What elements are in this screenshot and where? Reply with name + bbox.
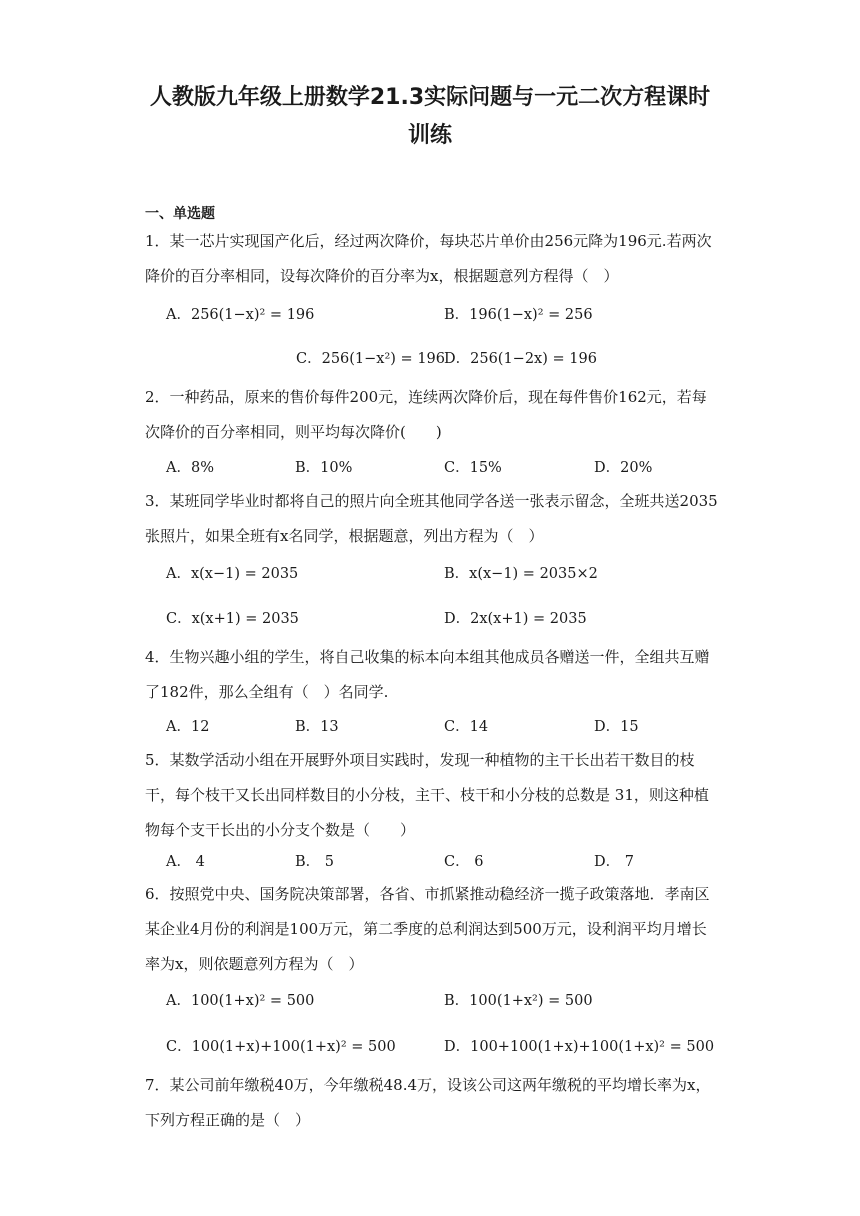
- question-4-option-d: D．15: [594, 719, 639, 735]
- question-1-stem: 1．某一芯片实现国产化后，经过两次降价，每块芯片单价由256元降为196元.若两次降价的百分率相同，设每次降价的百分率为x，根据题意列方程得（ ）: [145, 232, 712, 285]
- question-7-stem: 7．某公司前年缴税40万，今年缴税48.4万，设该公司这两年缴税的平均增长率为x，下列方程正确的是（ ）: [145, 1076, 711, 1129]
- page-title-continued: 训练: [407, 123, 452, 148]
- page-title: 人教版九年级上册数学21.3实际问题与一元二次方程课时: [149, 85, 711, 110]
- question-4-option-a: A．12: [166, 719, 210, 735]
- question-6-option-d: D．100+100(1+x)+100(1+x)² = 500: [444, 1039, 715, 1055]
- question-5-option-b: B． 5: [295, 854, 334, 870]
- question-4-option-b: B．13: [295, 719, 339, 735]
- question-2-stem: 2．一种药品，原来的售价每件200元，连续两次降价后，现在每件售价162元，若每次降价的百分率相同，则平均每次降价( ): [145, 388, 707, 441]
- question-4-stem: 4．生物兴趣小组的学生，将自己收集的标本向本组其他成员各赠送一件，全组共互赠了182件，那么全组有（ ）名同学.: [145, 648, 710, 701]
- question-6-option-a: A．100(1+x)² = 500: [166, 993, 315, 1009]
- question-5-option-d: D． 7: [594, 854, 634, 870]
- question-3-stem: 3．某班同学毕业时都将自己的照片向全班其他同学各送一张表示留念，全班共送2035张照片，如果全班有x名同学，根据题意，列出方程为（ ）: [145, 492, 718, 545]
- question-1-option-d: D．256(1−2x) = 196: [444, 351, 597, 367]
- question-6-stem: 6．按照党中央、国务院决策部署，各省、市抓紧推动稳经济一揽子政策落地．孝南区某企业4月份的利润是100万元，第二季度的总利润达到500万元，设利润平均月增长率为x，则依题意列方程为（ ）: [145, 885, 710, 973]
- question-5-option-a: A． 4: [166, 854, 205, 870]
- question-3-option-c: C．x(x+1) = 2035: [166, 611, 299, 627]
- question-5-option-c: C． 6: [444, 854, 484, 870]
- question-2-option-b: B．10%: [295, 460, 353, 476]
- question-6-option-c: C．100(1+x)+100(1+x)² = 500: [166, 1039, 396, 1055]
- question-4-option-c: C．14: [444, 719, 489, 735]
- section-heading: 一、单选题: [145, 206, 215, 222]
- question-6-option-b: B．100(1+x²) = 500: [444, 993, 593, 1009]
- question-5-stem: 5．某数学活动小组在开展野外项目实践时，发现一种植物的主干长出若干数目的枝干，每个枝干又长出同样数目的小分枝，主干、枝干和小分枝的总数是 31，则这种植物每个支干长出的小分支个数是（ ）: [145, 751, 709, 839]
- question-3-option-b: B．x(x−1) = 2035×2: [444, 566, 598, 582]
- question-1-option-b: B．196(1−x)² = 256: [444, 307, 593, 323]
- question-3-option-d: D．2x(x+1) = 2035: [444, 611, 587, 627]
- question-3-option-a: A．x(x−1) = 2035: [166, 566, 299, 582]
- question-1-option-c: C．256(1−x²) = 196: [296, 351, 445, 367]
- question-2-option-d: D．20%: [594, 460, 653, 476]
- question-1-option-a: A．256(1−x)² = 196: [166, 307, 315, 323]
- question-2-option-c: C．15%: [444, 460, 502, 476]
- question-2-option-a: A．8%: [166, 460, 214, 476]
